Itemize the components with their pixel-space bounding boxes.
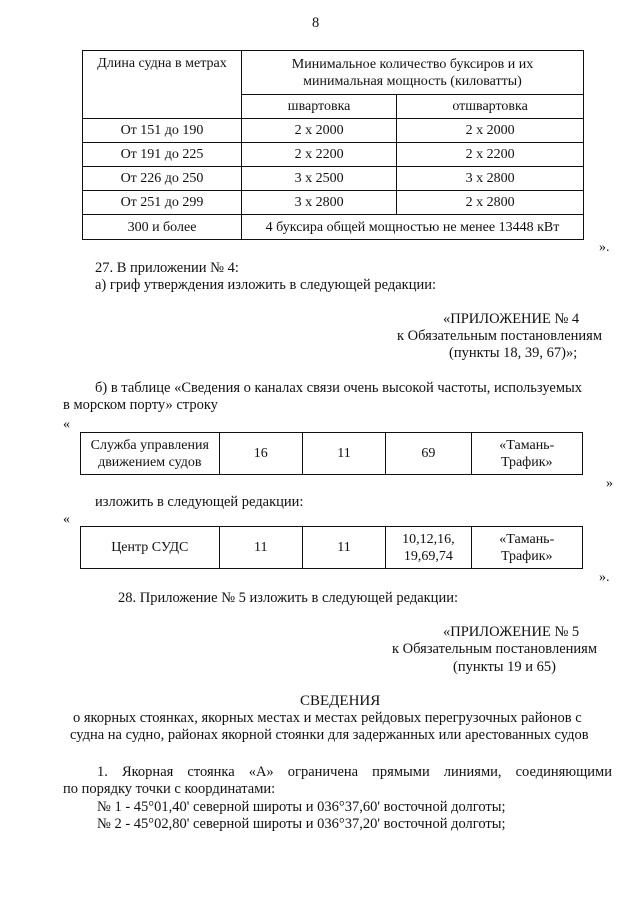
header-unmooring: отшвартовка (397, 95, 584, 119)
table-row (83, 143, 584, 167)
row-unmooring: 2 х 2200 (397, 143, 584, 167)
point-2: № 2 - 45°02,80' северной широты и 036°37,20' восточной долготы; (97, 816, 506, 832)
header-tugs-line2: минимальная мощность (киловатты) (303, 73, 522, 89)
section-sub-line1: о якорных стоянках, якорных местах и местах рейдовых перегрузочных районов с (73, 710, 582, 726)
p1-line1: 1. Якорная стоянка «А» ограничена прямыми линиями, соединяющими (97, 764, 612, 780)
item28-title: 28. Приложение № 5 изложить в следующей редакции: (118, 590, 458, 606)
row-length: От 151 до 190 (83, 119, 242, 143)
new-row-c4-line2: 19,69,74 (403, 548, 453, 564)
old-channel-row-table (80, 432, 583, 475)
row-length: 300 и более (83, 215, 242, 240)
row-mooring: 3 х 2800 (242, 191, 397, 215)
new-row-c4-line1: 10,12,16, (402, 531, 455, 547)
section-heading: СВЕДЕНИЯ (300, 693, 381, 709)
new-row-c5 (471, 527, 582, 569)
row-unmooring: 2 х 2800 (397, 191, 584, 215)
point-1: № 1 - 45°01,40' северной широты и 036°37,60' восточной долготы; (97, 799, 506, 815)
open-quote-2: « (63, 512, 70, 527)
header-mooring: швартовка (242, 95, 397, 119)
row-length: От 191 до 225 (83, 143, 242, 167)
table-row (81, 433, 583, 475)
row-mooring: 2 х 2000 (242, 119, 397, 143)
new-row-c3: 11 (302, 527, 385, 569)
closing-quote: ». (599, 240, 610, 255)
table-row (83, 191, 584, 215)
closing-quote-2: ». (599, 570, 610, 585)
table-row (83, 215, 584, 240)
grif4-line1: «ПРИЛОЖЕНИЕ № 4 (443, 311, 580, 327)
new-channel-row-table (80, 526, 583, 569)
grif5-line2: к Обязательным постановлениям (392, 641, 597, 657)
header-tugs-line1: Минимальное количество буксиров и их (291, 56, 534, 72)
old-row-c2: 16 (219, 433, 302, 475)
new-row-c2: 11 (219, 527, 302, 569)
row-mooring: 2 х 2200 (242, 143, 397, 167)
old-row-name (81, 433, 220, 475)
row-unmooring: 3 х 2800 (397, 167, 584, 191)
new-row-name: Центр СУДС (81, 527, 220, 569)
old-row-c5-line1: «Тамань- (499, 437, 555, 453)
new-row-c5-line2: Трафик» (500, 548, 553, 564)
open-quote: « (63, 417, 70, 432)
section-sub-line2: судна на судно, районах якорной стоянки для задержанных или арестованных судов (70, 727, 589, 743)
tug-requirements-table (82, 50, 584, 240)
table-row (83, 167, 584, 191)
old-row-c4: 69 (386, 433, 471, 475)
row-mooring: 3 х 2500 (242, 167, 397, 191)
p1-line2: по порядку точки с координатами: (63, 781, 276, 797)
row-length: От 226 до 250 (83, 167, 242, 191)
old-row-c5 (471, 433, 582, 475)
new-row-c4 (386, 527, 471, 569)
close-quote: » (606, 476, 613, 491)
item27-a: а) гриф утверждения изложить в следующей редакции: (95, 277, 437, 293)
page-number: 8 (312, 15, 320, 31)
header-length: Длина судна в метрах (83, 51, 242, 119)
grif5-line1: «ПРИЛОЖЕНИЕ № 5 (443, 624, 580, 640)
old-row-name-line2: движением судов (98, 454, 202, 470)
header-tugs (242, 51, 584, 95)
table-row (81, 527, 583, 569)
row-combined-value: 4 буксира общей мощностью не менее 13448 кВт (242, 215, 584, 240)
grif5-line3: (пункты 19 и 65) (453, 659, 556, 675)
row-unmooring: 2 х 2000 (397, 119, 584, 143)
grif4-line3: (пункты 18, 39, 67)»; (449, 345, 578, 361)
new-row-c5-line1: «Тамань- (499, 531, 555, 547)
item27-title: 27. В приложении № 4: (95, 260, 239, 276)
replace-text: изложить в следующей редакции: (95, 494, 304, 510)
old-row-name-line1: Служба управления (90, 437, 209, 453)
old-row-c5-line2: Трафик» (500, 454, 553, 470)
item27-b-line2: в морском порту» строку (63, 397, 218, 413)
table-row (83, 119, 584, 143)
row-length: От 251 до 299 (83, 191, 242, 215)
item27-b-line1: б) в таблице «Сведения о каналах связи очень высокой частоты, используемых (95, 380, 582, 396)
grif4-line2: к Обязательным постановлениям (397, 328, 602, 344)
old-row-c3: 11 (302, 433, 385, 475)
